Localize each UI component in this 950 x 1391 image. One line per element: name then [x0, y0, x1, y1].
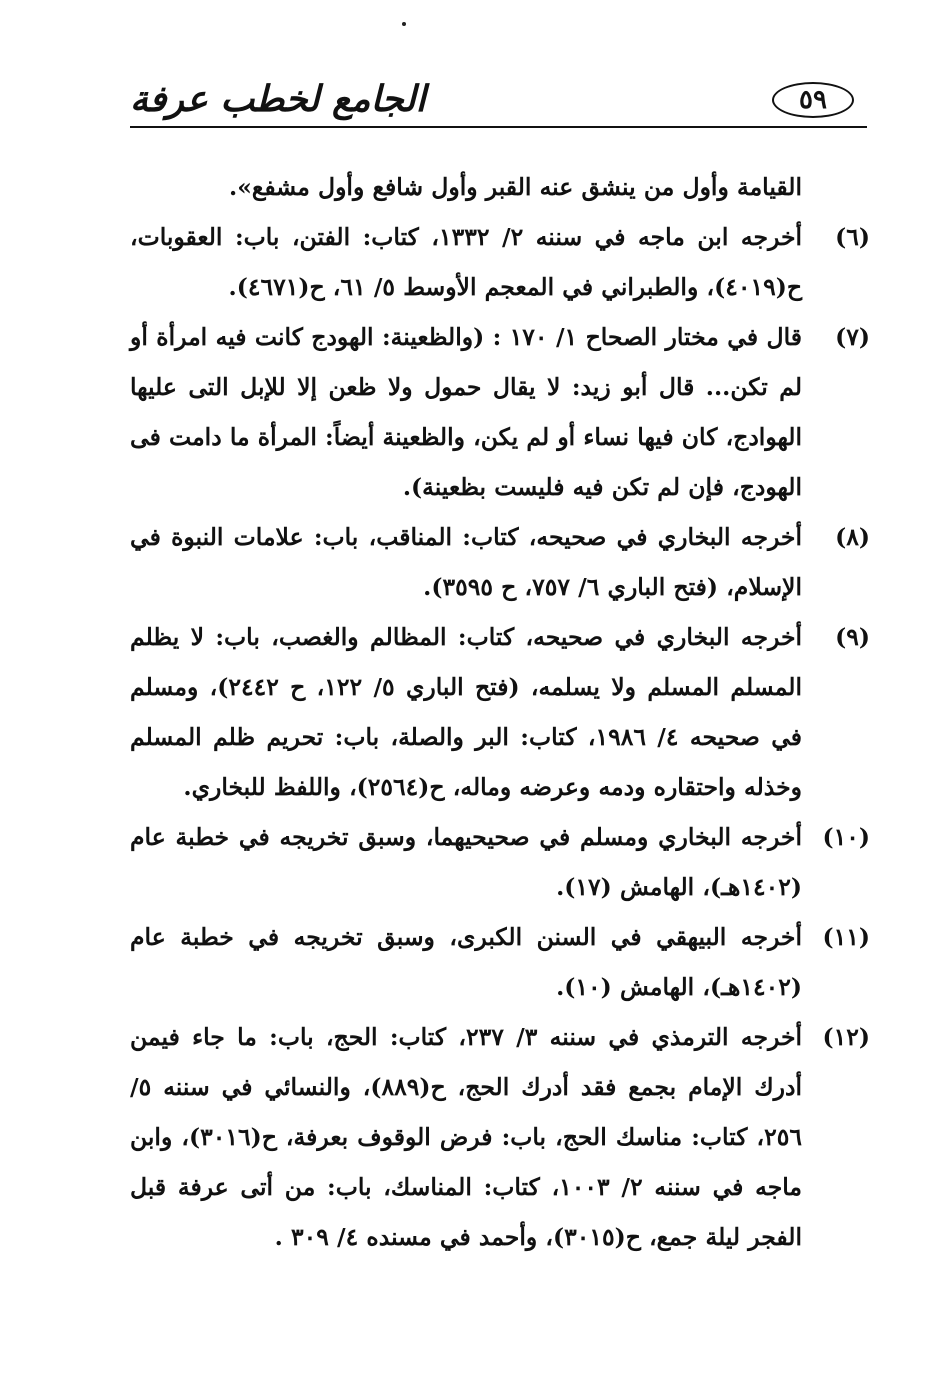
footnote-text: أخرجه البخاري في صحيحه، كتاب: المظالم والغصب، باب: لا يظلم المسلم المسلم ولا يسلمه، (فتح الباري ٥/ ١٢٢، ح ٢٤٤٢)، ومسلم في صحيحه ٤/ ١٩٨٦، كتاب: البر والصلة، باب: تحريم ظلم المسلم وخذله واحتقاره ودمه وعرضه وماله، ح(٢٥٦٤)، واللفظ للبخاري. — [130, 623, 803, 801]
continuation-text: القيامة وأول من ينشق عنه القبر وأول شافع وأول مشفع». — [229, 173, 802, 201]
footnote-number: (١٢) — [822, 1023, 870, 1051]
footnote-text: أخرجه البيهقي في السنن الكبرى، وسبق تخريجه في خطبة عام (١٤٠٢هـ)، الهامش (١٠). — [130, 923, 802, 1001]
page-dot — [402, 22, 406, 26]
footnote — [130, 512, 870, 612]
footnote — [130, 912, 870, 1012]
footnote — [130, 212, 870, 312]
footnote — [130, 1012, 870, 1262]
page-content — [130, 162, 870, 1262]
footnote-text: أخرجه الترمذي في سننه ٣/ ٢٣٧، كتاب: الحج، باب: ما جاء فيمن أدرك الإمام بجمع فقد أدرك الحج، ح(٨٨٩)، والنسائي في سننه ٥/ ٢٥٦، كتاب: مناسك الحج، باب: فرض الوقوف بعرفة، ح(٣٠١٦)، وابن ماجه في سننه ٢/ ١٠٠٣، كتاب: المناسك، باب: من أتى عرفة قبل الفجر ليلة جمع، ح(٣٠١٥)، وأحمد في مسنده ٤/ ٣٠٩ . — [130, 1023, 803, 1251]
footnote-number: (٨) — [835, 523, 870, 551]
book-title: الجامع لخطب عرفة — [130, 78, 426, 120]
footnote-number: (١٠) — [822, 823, 870, 851]
footnote-text: قال في مختار الصحاح ١/ ١٧٠ : (والظعينة: الهودج كانت فيه امرأة أو لم تكن... قال أبو زيد: لا يقال حمول ولا ظعن إلا للإبل التى عليها الهوادج، كان فيها نساء أو لم يكن، والظعينة أيضاً: المرأة ما دامت فى الهودج، فإن لم تكن فيه فليست بظعينة). — [130, 323, 802, 501]
footnote-text: أخرجه البخاري في صحيحه، كتاب: المناقب، باب: علامات النبوة في الإسلام، (فتح الباري ٦/ ٧٥٧، ح ٣٥٩٥). — [130, 523, 802, 601]
footnote-number: (١١) — [822, 923, 870, 951]
page-header — [130, 68, 867, 128]
footnote-text: أخرجه ابن ماجه في سننه ٢/ ١٣٣٢، كتاب: الفتن، باب: العقوبات، ح(٤٠١٩)، والطبراني في المعجم الأوسط ٥/ ٦١، ح(٤٦٧١). — [130, 223, 803, 301]
footnote-number: (٩) — [835, 623, 870, 651]
footnote-number: (٧) — [835, 323, 870, 351]
footnote-text: أخرجه البخاري ومسلم في صحيحيهما، وسبق تخريجه في خطبة عام (١٤٠٢هـ)، الهامش (١٧). — [130, 823, 802, 901]
footnote — [130, 812, 870, 912]
footnote — [130, 612, 870, 812]
footnote — [130, 312, 870, 512]
footnote-number: (٦) — [835, 223, 870, 251]
page-number: ٥٩ — [772, 82, 854, 118]
header-rule — [130, 126, 867, 128]
